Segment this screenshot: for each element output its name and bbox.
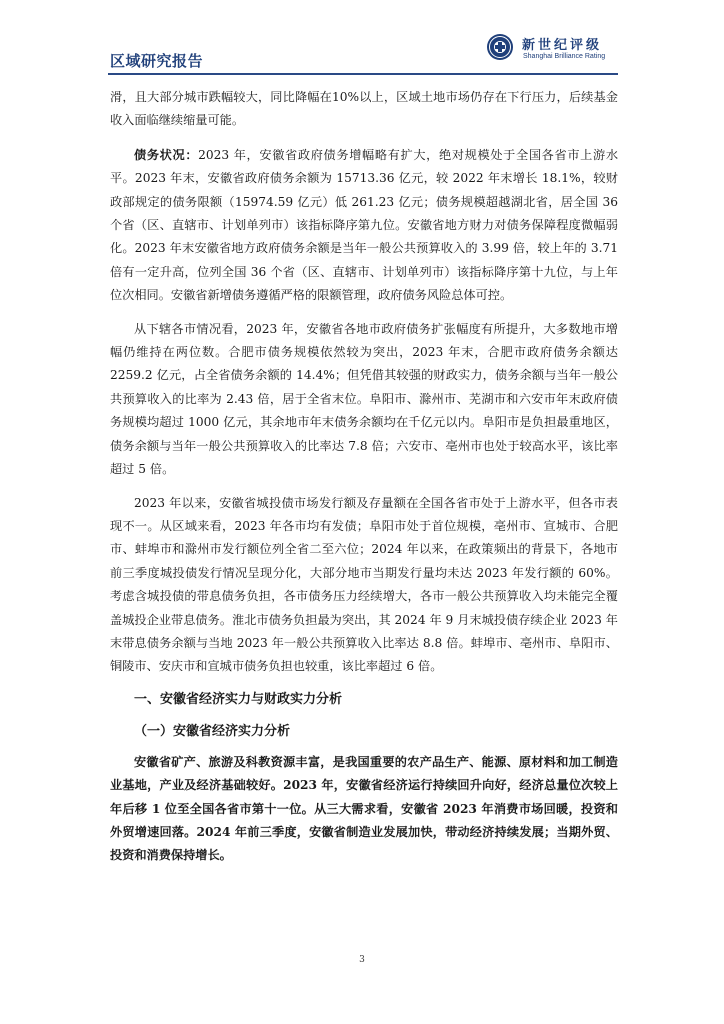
section-heading: 一、安徽省经济实力与财政实力分析 xyxy=(134,691,343,707)
report-body xyxy=(110,86,618,878)
paragraph-land-market: 滑，且大部分城市跌幅较大，同比降幅在10%以上，区域土地市场仍存在下行压力，后续基金收入面临继续缩量可能。 xyxy=(110,90,618,128)
header-divider xyxy=(108,73,618,75)
company-seal-icon xyxy=(486,33,514,61)
logo-english-name: Shanghai Brilliance Rating xyxy=(523,53,606,60)
subsection-heading: （一）安徽省经济实力分析 xyxy=(134,723,291,739)
paragraph-debt-status-body: 2023 年，安徽省政府债务增幅略有扩大，绝对规模处于全国各省市上游水平。2023 年末，安徽省政府债务余额为 15713.36 亿元，较 2022 年末增长 18.1%，较财政部规定的债务限额（15974.59 亿元）低 261.23 亿元；债务规模超越湖北省，居全国 36 个省（区、直辖市、计划单列市）该指标降序第九位。安徽省地方财力对债务保障程度微幅弱化。2023 年末安徽省地方政府债务余额是当年一般公共预算收入的 3.99 倍，较上年的 3.71 倍有一定升高，位列全国 36 个省（区、直辖市、计划单列市）该指标降序第十九位，与上年位次相同。安徽省新增债务遵循严格的限额管理，政府债务风险总体可控。 xyxy=(110,147,619,303)
paragraph-city-debt: 从下辖各市情况看，2023 年，安徽省各地市政府债务扩张幅度有所提升，大多数地市增幅仍维持在两位数。合肥市债务规模依然较为突出，2023 年末，合肥市政府债务余额达 2259.2 亿元，占全省债务余额的 14.4%；但凭借其较强的财政实力，债务余额与当年一般公共预算收入的比率为 2.43 倍，居于全省末位。阜阳市、滁州市、芜湖市和六安市年末政府债务规模均超过 1000 亿元，其余地市年末债务余额均在千亿元以内。阜阳市是负担最重地区，债务余额与当年一般公共预算收入的比率达 7.8 倍；六安市、亳州市也处于较高水平，该比率超过 5 倍。 xyxy=(110,321,618,477)
logo-chinese-name: 新世纪评级 xyxy=(522,38,603,53)
paragraph-economic-strength: 安徽省矿产、旅游及科教资源丰富，是我国重要的农产品生产、能源、原材料和加工制造业基地，产业及经济基础较好。2023 年，安徽省经济运行持续回升向好，经济总量位次较上年后移 1 位至全国各省市第十一位。从三大需求看，安徽省 2023 年消费市场回暖，投资和外贸增速回落。2024 年前三季度，安徽省制造业发展加快，带动经济持续发展；当期外贸、投资和消费保持增长。 xyxy=(110,754,618,863)
paragraph-lgfv-bonds: 2023 年以来，安徽省城投债市场发行额及存量额在全国各省市处于上游水平，但各市表现不一。从区域来看，2023 年各市均有发债；阜阳市处于首位规模，亳州市、宣城市、合肥市、蚌埠市和滁州市发行额位列全省二至六位；2024 年以来，在政策频出的背景下，各地市前三季度城投债发行情况呈现分化，大部分地市当期发行量均未达 2023 年发行额的 60%。考虑含城投债的带息债务负担，各市债务压力经续增大，各市一般公共预算收入均未能完全覆盖城投企业带息债务。淮北市债务负担最为突出，其 2024 年 9 月末城投债存续企业 2023 年末带息债务余额与当地 2023 年一般公共预算收入比率达 8.8 倍。蚌埠市、亳州市、阜阳市、铜陵市、安庆市和宣城市债务负担也较重，该比率超过 6 倍。 xyxy=(110,495,618,674)
report-title: 区域研究报告 xyxy=(110,52,204,70)
page-number: 3 xyxy=(359,955,365,965)
paragraph-debt-status xyxy=(110,144,618,308)
paragraph-lead-debt-status: 债务状况： xyxy=(134,147,199,162)
logo xyxy=(486,30,618,70)
page-header xyxy=(0,0,724,78)
